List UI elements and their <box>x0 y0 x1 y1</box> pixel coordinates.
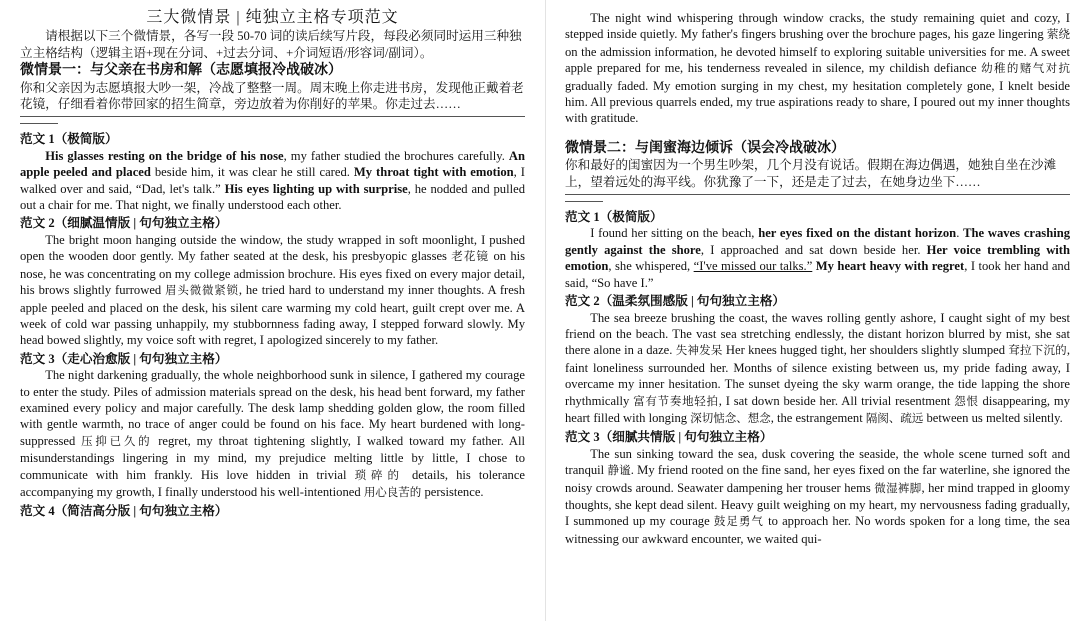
answer-line <box>565 194 1070 207</box>
sample2-paragraph: The sea breeze brushing the coast, the waves rolling gently ashore, I caught sight of my best friend on the beach. The vast sea stretching endlessly, the distant horizon blurred by mist, she sat there alone in a daze. 失神发呆 Her knees hugged tight, her shoulders slightly slumped 耷拉下沉的, faint loneliness surrounded her. Months of silence existing between us, my pride fading away, I overcame my inner hesitation. The sunset dyeing the sky warm orange, the tide lapping the shore rhythmically 富有节奏地轻拍, I sat down beside her. All trivial resentment 怨恨 disappearing, my heart filled with longing 深切惦念、想念, the estrangement 隔阂、疏远 between us melted silently. <box>565 310 1070 425</box>
sample2-label: 范文 2（温柔氛围感版 | 句句独立主格） <box>565 294 786 309</box>
document-title: 三大微情景 | 纯独立主格专项范文 <box>146 9 399 26</box>
right-column <box>565 10 1070 547</box>
sample1-paragraph: His glasses resting on the bridge of his nose, my father studied the brochures carefully. An apple peeled and placed beside him, it was clear he still cared. My throat tight with emotion, I walked over and said, “Dad, let's talk.” His eyes lighting up with surprise, he nodded and pulled out a chair for me. That night, we finally understood each other. <box>20 148 525 213</box>
sample3-paragraph: The night darkening gradually, the whole neighborhood sunk in silence, I gathered my courage to enter the study. Piles of admission materials spread on the desk, his head bent forward, my father examined every policy and major carefully. The desk lamp shedding golden glow, the room filled with gentle warmth, no trace of anger could be found on his face. My heart burdened with long-suppressed 压抑已久的 regret, my throat tightening slightly, I walked toward my father. All misunderstandings lingering in my mind, my prejudice melting little by little, I chose to communicate with him frankly. His love hidden in trivial 琐碎的 details, his tolerance accompanying my growth, I finally understood his well-intentioned 用心良苦的 persistence. <box>20 368 526 499</box>
scene2-intro: 你和最好的闺蜜因为一个男生吵架，几个月没有说话。假期在海边偶遇，她独自坐在沙滩上，望着远处的海平线。你犹豫了一下，还是走了过去，在她身边坐下…… <box>565 158 1057 189</box>
sample2-paragraph: The bright moon hanging outside the window, the study wrapped in soft moonlight, I pushed open the wooden door gently. My father seated at the desk, his presbyopic glasses 老花镜 on his nose, he was concentrating on my college admission brochure. His eyes fixed on every major detail, his brows slightly furrowed 眉头微微紧锁, he tried hard to understand my inner thoughts. A fresh apple peeled and placed on the desk, his silent care warming my cold heart, guilt crept over me. A week of cold war passing unhappily, my stubbornness fading away, I stepped forward slowly. My head bowed slightly, my voice soft with regret, I apologized sincerely to my father. <box>20 232 526 348</box>
sample1-paragraph: I found her sitting on the beach, her eyes fixed on the distant horizon. The waves crashing gently against the shore, I approached and sat down beside her. Her voice trembling with emotion, she whispered, “I've missed our talks.” My heart heavy with regret, I took her hand and said, “So have I.” <box>565 226 1071 290</box>
continued-paragraph: The night wind whispering through window cracks, the study remaining quiet and cozy, I stepped inside quietly. My father's fingers brushing over the brochure pages, his gaze lingering 萦绕 on the admission information, he devoted himself to exploring suitable universities for me. A sweet apple prepared for me, his tenderness revealed in silence, my childish defiance 幼稚的赌气对抗 gradually faded. My emotion surging in my chest, my hesitation completely gone, I knelt beside him. All previous quarrels ended, my true aspirations ready to share, I poured out my inner thoughts with gratitude. <box>565 11 1071 126</box>
sample3-paragraph: The sun sinking toward the sea, dusk covering the seaside, the whole scene turned soft and tranquil 静谧. My friend rooted on the fine sand, her eyes fixed on the far waterline, she ignored the noisy crowds around. Seawater dampening her trouser hems 微湿裤脚, her mind trapped in gloomy thoughts, she kept dead silent. Heavy guilt weighing on my heart, my nervousness fading gradually, I summoned up my courage 鼓足勇气 to approach her. No words spoken for a long time, the sea witnessing our awkward encounter, we waited qui- <box>565 446 1071 546</box>
sample2-label: 范文 2（细腻温情版 | 句句独立主格） <box>20 216 228 231</box>
column-divider <box>545 0 546 621</box>
instruction-text: 请根据以下三个微情景，各写一段 50-70 词的读后续写片段，每段必须同时运用三种独立主格结构（逻辑主语+现在分词、+过去分词、+介词短语/形容词/副词）。 <box>20 29 522 60</box>
sample4-label: 范文 4（简洁高分版 | 句句独立主格） <box>20 504 228 519</box>
sample1-label: 范文 1（极简版） <box>565 210 663 225</box>
answer-line <box>20 116 525 129</box>
sample3-label: 范文 3（走心治愈版 | 句句独立主格） <box>20 351 228 366</box>
sample3-label: 范文 3（细腻共情版 | 句句独立主格） <box>565 430 773 445</box>
scene2-title: 微情景二：与闺蜜海边倾诉（误会冷战破冰） <box>565 140 845 156</box>
scene1-title: 微情景一：与父亲在书房和解（志愿填报冷战破冰） <box>20 63 342 79</box>
left-column <box>20 10 525 520</box>
scene1-intro: 你和父亲因为志愿填报大吵一架，冷战了整整一周。周末晚上你走进书房，发现他正戴着老花镜，仔细看着你带回家的招生简章，旁边放着为你削好的苹果。你走过去…… <box>20 80 524 112</box>
sample1-label: 范文 1（极简版） <box>20 132 118 147</box>
